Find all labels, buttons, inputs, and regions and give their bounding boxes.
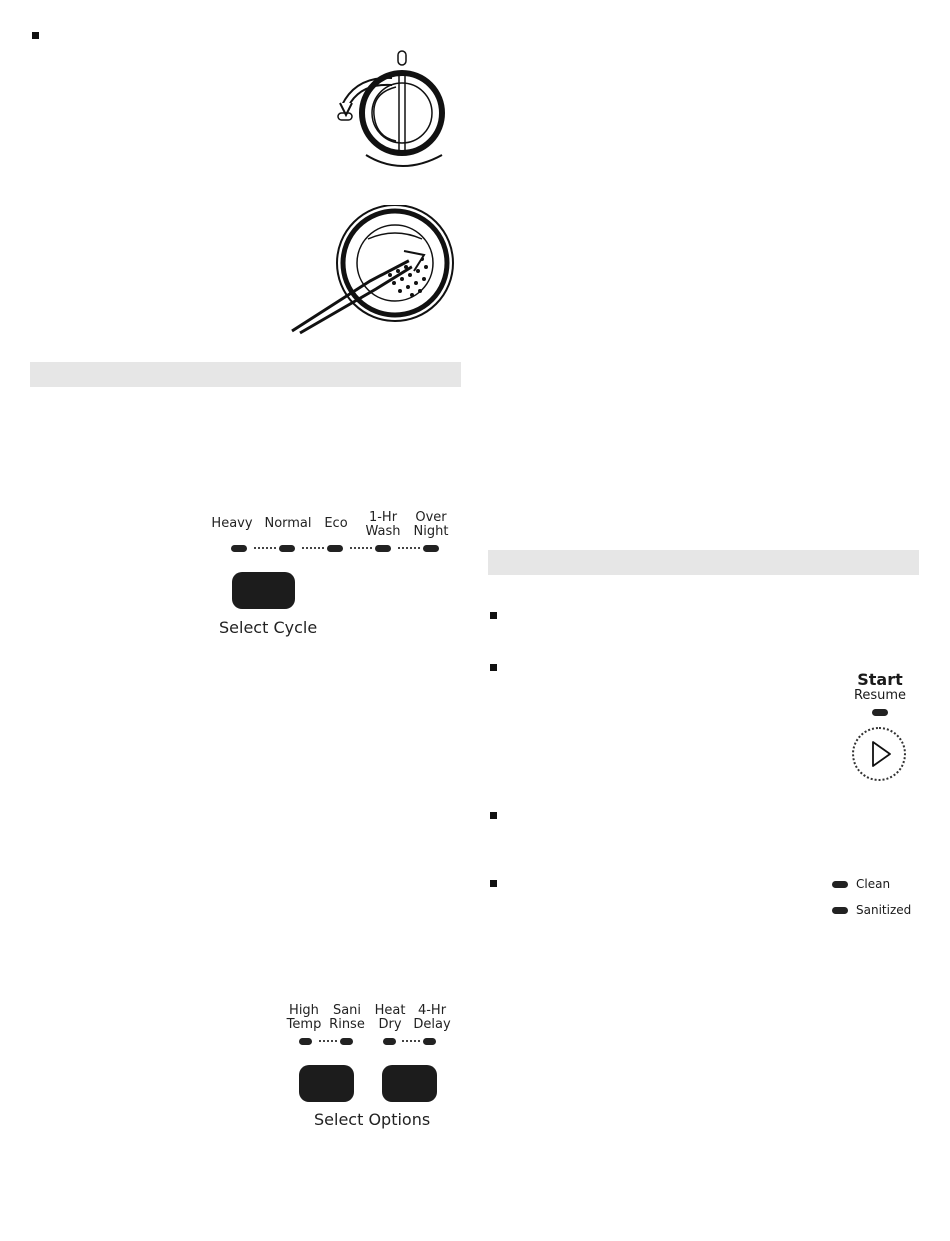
start-indicator-led: [872, 709, 888, 716]
cycle-indicator-led: [423, 545, 439, 552]
option-label-4hr-delay: 4-Hr Delay: [413, 1003, 451, 1032]
option-indicator-led: [383, 1038, 396, 1045]
select-cycle-caption: Select Cycle: [219, 618, 318, 637]
dotted-connector: [254, 547, 276, 551]
rinse-aid-dispenser-illustration: [290, 205, 460, 335]
bullet-marker: [490, 612, 497, 619]
bullet-marker: [490, 812, 497, 819]
resume-label: Resume: [853, 688, 907, 703]
sanitized-indicator-led: [832, 907, 848, 914]
cycle-label-overnight: Over Night: [413, 510, 449, 539]
cycle-indicator-led: [279, 545, 295, 552]
select-option-button-left[interactable]: [299, 1065, 354, 1102]
start-label: Start: [857, 670, 903, 689]
cycle-indicator-led: [231, 545, 247, 552]
rinse-aid-cap-illustration: [330, 45, 470, 185]
sanitized-label: Sanitized: [856, 903, 912, 917]
cycle-indicator-led: [375, 545, 391, 552]
play-icon: [852, 727, 906, 781]
option-label-heat-dry: Heat Dry: [374, 1003, 406, 1032]
option-indicator-led: [423, 1038, 436, 1045]
section-header-bar: [488, 550, 919, 575]
select-cycle-button[interactable]: [232, 572, 295, 609]
dotted-connector: [302, 547, 324, 551]
select-option-button-right[interactable]: [382, 1065, 437, 1102]
option-label-sani-rinse: Sani Rinse: [329, 1003, 365, 1032]
select-options-caption: Select Options: [314, 1110, 431, 1129]
clean-label: Clean: [856, 877, 891, 891]
option-indicator-led: [299, 1038, 312, 1045]
section-header-bar: [30, 362, 461, 387]
cycle-label-eco: Eco: [324, 516, 348, 531]
dotted-connector: [402, 1040, 420, 1044]
start-resume-button[interactable]: [852, 727, 906, 781]
cycle-label-normal: Normal: [264, 516, 312, 531]
option-label-high-temp: High Temp: [286, 1003, 322, 1032]
cycle-label-heavy: Heavy: [211, 516, 253, 531]
dotted-connector: [319, 1040, 337, 1044]
cycle-indicator-led: [327, 545, 343, 552]
dotted-connector: [398, 547, 420, 551]
option-indicator-led: [340, 1038, 353, 1045]
cycle-label-1hr-wash: 1-Hr Wash: [365, 510, 401, 539]
clean-indicator-led: [832, 881, 848, 888]
bullet-marker: [490, 664, 497, 671]
dotted-connector: [350, 547, 372, 551]
bullet-marker: [32, 32, 39, 39]
bullet-marker: [490, 880, 497, 887]
